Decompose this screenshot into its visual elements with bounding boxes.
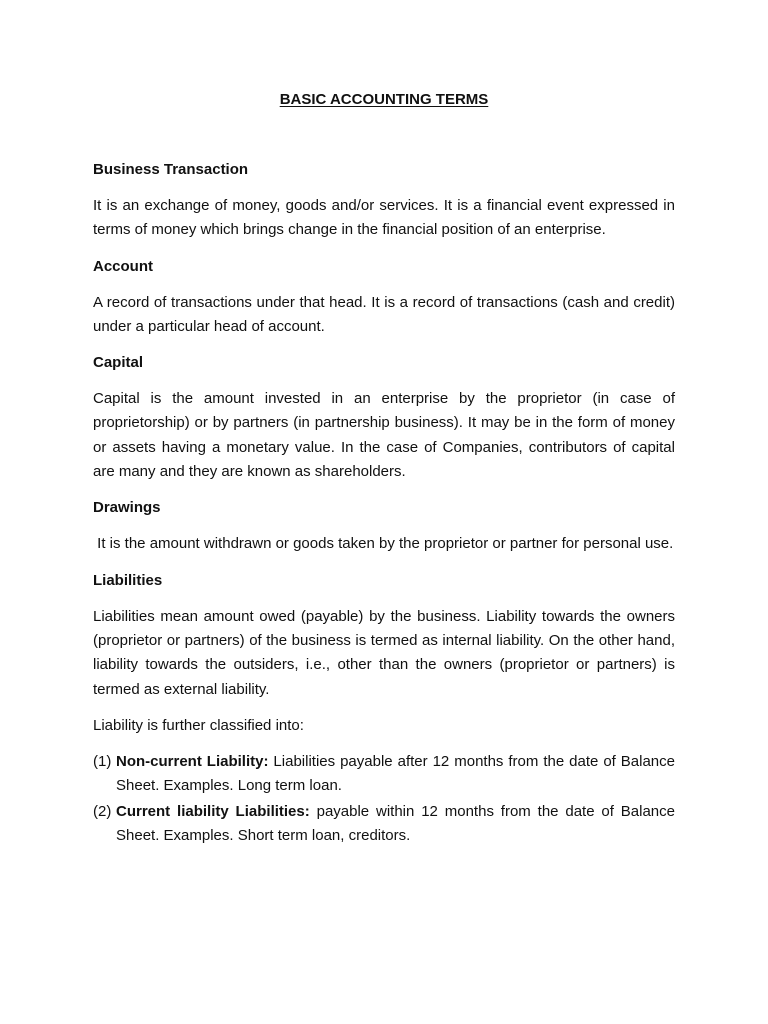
list-number: (2) — [93, 802, 112, 820]
section-heading: Account — [93, 257, 153, 275]
liability-intro: Liability is further classified into: — [93, 716, 304, 734]
document-page — [93, 88, 675, 849]
section-liabilities — [93, 569, 675, 702]
section-body: Liabilities mean amount owed (payable) by the business. Liability towards the owners (proprietor or partners) of the business is termed as internal liability. On the other hand, liability towards the outsiders, i.e., other than the owners (proprietor or partners) is termed as external liability. — [93, 607, 675, 698]
section-capital — [93, 351, 675, 484]
section-body: It is the amount withdrawn or goods taken by the proprietor or partner for personal use. — [93, 535, 674, 553]
list-text: payable within 12 months from the date of Balance Sheet. Examples. Short term loan, creditors. — [116, 802, 675, 845]
list-body — [116, 800, 675, 849]
section-heading: Drawings — [93, 499, 161, 517]
list-term: Non-current Liability: — [116, 753, 269, 771]
section-business-transaction — [93, 158, 675, 243]
section-body: A record of transactions under that head. It is a record of transactions (cash and credit) under a particular head of account. — [93, 293, 675, 335]
list-text: Liabilities payable after 12 months from the date of Balance Sheet. Examples. Long term loan. — [116, 753, 675, 795]
section-heading: Liabilities — [93, 571, 163, 589]
section-body: It is an exchange of money, goods and/or services. It is a financial event expressed in terms of money which brings change in the financial position of an enterprise. — [93, 197, 675, 239]
list-number: (1) — [93, 753, 112, 771]
liability-types-list — [93, 750, 675, 848]
section-heading: Capital — [93, 354, 144, 372]
list-term: Current liability Liabilities: — [116, 802, 310, 820]
section-heading: Business Transaction — [93, 161, 249, 178]
section-drawings — [93, 496, 675, 556]
list-item — [93, 750, 675, 799]
document-title: BASIC ACCOUNTING TERMS — [279, 91, 489, 108]
section-body: Capital is the amount invested in an enterprise by the proprietor (in case of proprietorship) or by partners (in partnership business). It may be in the form of money or assets having a monetary value. In the case of Companies, contributors of capital are many and they are known as shareholders. — [93, 390, 675, 481]
section-account — [93, 255, 675, 340]
list-item — [93, 800, 675, 849]
list-body — [116, 750, 675, 799]
